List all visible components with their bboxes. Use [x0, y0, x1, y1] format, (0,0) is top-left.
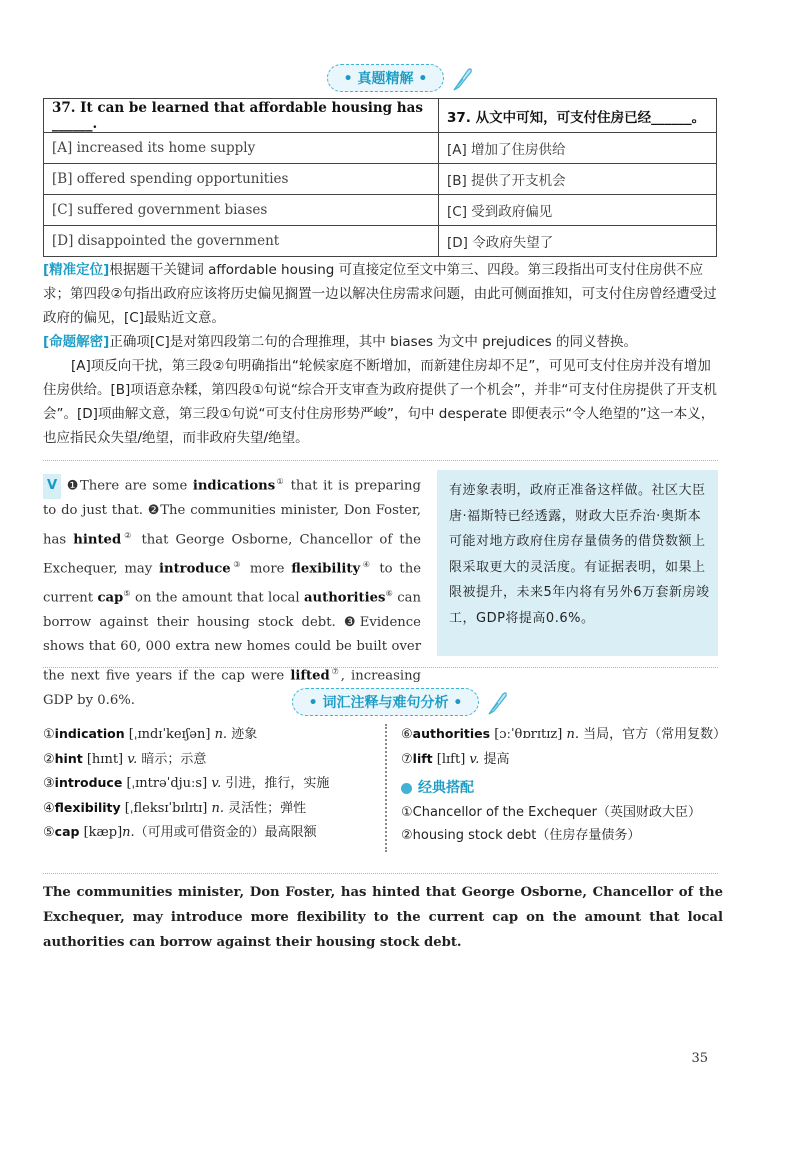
vocab-item	[401, 747, 726, 772]
keyword: hinted	[73, 531, 122, 547]
question-en: 37. It can be learned that affordable housing has ______.	[44, 99, 439, 133]
vocab-item	[43, 771, 329, 796]
decode-tag: [命题解密]	[43, 334, 110, 350]
vocab-word: authorities	[412, 726, 491, 741]
table-row	[44, 164, 717, 195]
vocab-pos: v.	[127, 751, 138, 767]
option-a-en: [A] increased its home supply	[44, 133, 439, 164]
vocab-num: ③	[43, 776, 55, 791]
vocab-word: lift	[412, 750, 433, 766]
locate-tag: [精准定位]	[43, 262, 110, 278]
vocab-meaning: （可用或可借资金的）最高限额	[134, 825, 317, 840]
translation-text: 有迹象表明，政府正准备这样做。社区大臣唐·福斯特已经透露，财政大臣乔治·奥斯本可能对地方政府住房存量债务的借贷数额上限采取更大的灵活度。有证据表明，如果上限被提升，未来5年内将有另外6万套新房竣工，GDP将提高0.6%。	[449, 483, 710, 626]
banner-label: • 真题精解 •	[327, 64, 445, 92]
table-row	[44, 99, 717, 133]
option-c-en: [C] suffered government biases	[44, 195, 439, 226]
keyword: authorities	[303, 589, 386, 605]
keyword: cap	[97, 589, 124, 605]
vocab-item	[43, 747, 329, 772]
vocab-ipa: [ˌfleksɪˈbɪlɪtɪ]	[120, 800, 212, 816]
vocab-meaning: 灵活性；弹性	[224, 800, 307, 816]
divider	[43, 873, 718, 874]
keyword: indications	[192, 478, 276, 494]
vocab-meaning: 当局，官方（常用复数）	[579, 727, 727, 742]
footnote-ref: ④	[360, 559, 373, 569]
vocab-list-left	[43, 722, 329, 845]
vocab-pos: n.	[566, 727, 580, 742]
footnote-ref: ⑦	[329, 666, 341, 676]
footnote-ref: ③	[230, 559, 244, 569]
vocab-item	[43, 722, 329, 747]
vocab-ipa: [hɪnt]	[82, 751, 128, 767]
sentence-marker: ❶	[66, 478, 80, 494]
bullet-dot-icon	[401, 783, 412, 794]
option-c-zh: [C] 受到政府偏见	[439, 195, 717, 226]
passage-text: to the current	[43, 560, 422, 605]
vocab-pos: v.	[211, 776, 222, 791]
keyword: lifted	[290, 668, 330, 684]
difficult-sentence: The communities minister, Don Foster, has hinted that George Osborne, Chancellor of the Exchequer, may introduce more flexibility to the current cap on the amount that local authorities can borrow against their housing stock debt.	[43, 885, 723, 950]
option-b-zh: [B] 提供了开支机会	[439, 164, 717, 195]
question-zh: 37. 从文中可知，可支付住房已经______。	[439, 99, 717, 133]
keyword: flexibility	[291, 560, 361, 576]
footnote-ref: ②	[121, 530, 135, 540]
vocab-pos: n.	[122, 825, 135, 840]
option-b-en: [B] offered spending opportunities	[44, 164, 439, 195]
option-a-zh: [A] 增加了住房供给	[439, 133, 717, 164]
passage-text: can borrow against their housing stock debt.	[43, 589, 422, 630]
keyword: introduce	[158, 560, 231, 576]
divider	[43, 667, 718, 668]
vocab-pos: v.	[469, 751, 480, 767]
footnote-ref: ⑥	[385, 588, 393, 598]
passage-text: more	[243, 560, 292, 576]
distractor-paragraph: [A]项反向干扰，第三段②句明确指出“轮候家庭不断增加，而新建住房却不足”，可见可支付住房并没有增加住房供给。[B]项语意杂糅，第四段①句说“综合开支审查为政府提供了一个机会”，并非“可支付住房提供了开支机会”。[D]项曲解文意，第三段①句说“可支付住房形势严峻”，句中 desperate 即便表示“令人绝望的”这一本义，也应指民众失望/绝望，而非政府失望/绝望。	[43, 358, 717, 446]
vocab-word: indication	[54, 726, 125, 741]
decode-text: 正确项[C]是对第四段第二句的合理推理，其中 biases 为文中 prejudices 的同义替换。	[109, 334, 637, 350]
page-number: 35	[691, 1051, 708, 1066]
classic-heading-row	[401, 777, 726, 801]
option-d-en: [D] disappointed the government	[44, 226, 439, 257]
banner-label: • 词汇注释与难句分析 •	[292, 688, 480, 716]
vocab-meaning: 迹象	[227, 727, 258, 742]
footnote-ref: ①	[275, 477, 286, 486]
section-banner-vocab	[0, 688, 800, 716]
passage-text: on the amount that local	[130, 589, 304, 605]
decode-paragraph	[43, 330, 723, 354]
vocab-word: flexibility	[54, 799, 121, 815]
vocab-pos: n.	[214, 727, 228, 742]
vocab-ipa: [lɪft]	[432, 751, 470, 767]
passage-paragraph	[43, 470, 421, 713]
vocab-ipa: [kæp]	[79, 825, 123, 840]
divider	[43, 460, 718, 461]
passage-text: that it is preparing to do just that.	[43, 478, 421, 518]
table-row	[44, 133, 717, 164]
quill-icon	[486, 690, 508, 716]
column-separator	[385, 724, 393, 852]
table-row	[44, 226, 717, 257]
passage-text: The communities minister, Don Foster, has	[43, 502, 421, 547]
passage-text: , increasing GDP by 0.6%.	[43, 668, 422, 708]
quill-icon	[451, 66, 473, 92]
vocab-word: introduce	[54, 775, 123, 790]
question-table	[43, 98, 717, 257]
vocab-ipa: [ˌɪntrəˈdjuːs]	[122, 776, 212, 791]
classic-heading: 经典搭配	[418, 780, 474, 796]
option-d-zh: [D] 令政府失望了	[439, 226, 717, 257]
vocab-num: ⑥	[401, 727, 413, 742]
vocab-meaning: 提高	[479, 751, 510, 767]
vocab-ipa: [ˌɪndɪˈkeɪʃən]	[124, 727, 215, 742]
passage-text: There are some	[79, 478, 193, 494]
vocab-meaning: 暗示；示意	[137, 751, 207, 767]
vocab-item	[43, 796, 329, 821]
passage-text: Evidence shows that 60, 000 extra new homes could be built over the next five years if the cap were	[43, 614, 421, 684]
paragraph-marker: V	[43, 474, 61, 499]
classic-item: ①Chancellor of the Exchequer（英国财政大臣）	[401, 804, 702, 820]
vocab-meaning: 引进，推行，实施	[221, 776, 330, 791]
sentence-marker: ❷	[147, 502, 161, 518]
table-row	[44, 195, 717, 226]
vocab-ipa: [ɔːˈθɒrɪtɪz]	[490, 727, 567, 742]
locate-text: 根据题干关键词 affordable housing 可直接定位至文中第三、四段。第三段指出可支付住房供不应求；第四段②句指出政府应该将历史偏见搁置一边以解决住房需求问题，由此可侧面推知，可支付住房曾经遭受过政府的偏见，[C]最贴近文意。	[43, 262, 717, 326]
vocab-num: ⑦	[401, 751, 413, 767]
sentence-marker: ❸	[343, 614, 360, 630]
vocab-list-right	[401, 722, 726, 848]
vocab-num: ②	[43, 751, 55, 767]
vocab-word: cap	[54, 824, 80, 839]
vocab-num: ⑤	[43, 825, 55, 840]
vocab-word: hint	[54, 750, 83, 766]
footnote-ref: ⑤	[123, 588, 131, 598]
vocab-item	[401, 722, 726, 747]
locate-paragraph	[43, 258, 723, 330]
classic-item: ②housing stock debt（住房存量债务）	[401, 828, 641, 843]
vocab-item	[43, 820, 329, 845]
vocab-num: ①	[43, 727, 55, 742]
passage-text: that George Osborne, Chancellor of the Exchequer, may	[43, 531, 421, 576]
section-banner-exam-analysis	[0, 64, 800, 92]
vocab-num: ④	[43, 800, 55, 816]
vocab-pos: n.	[211, 800, 224, 816]
